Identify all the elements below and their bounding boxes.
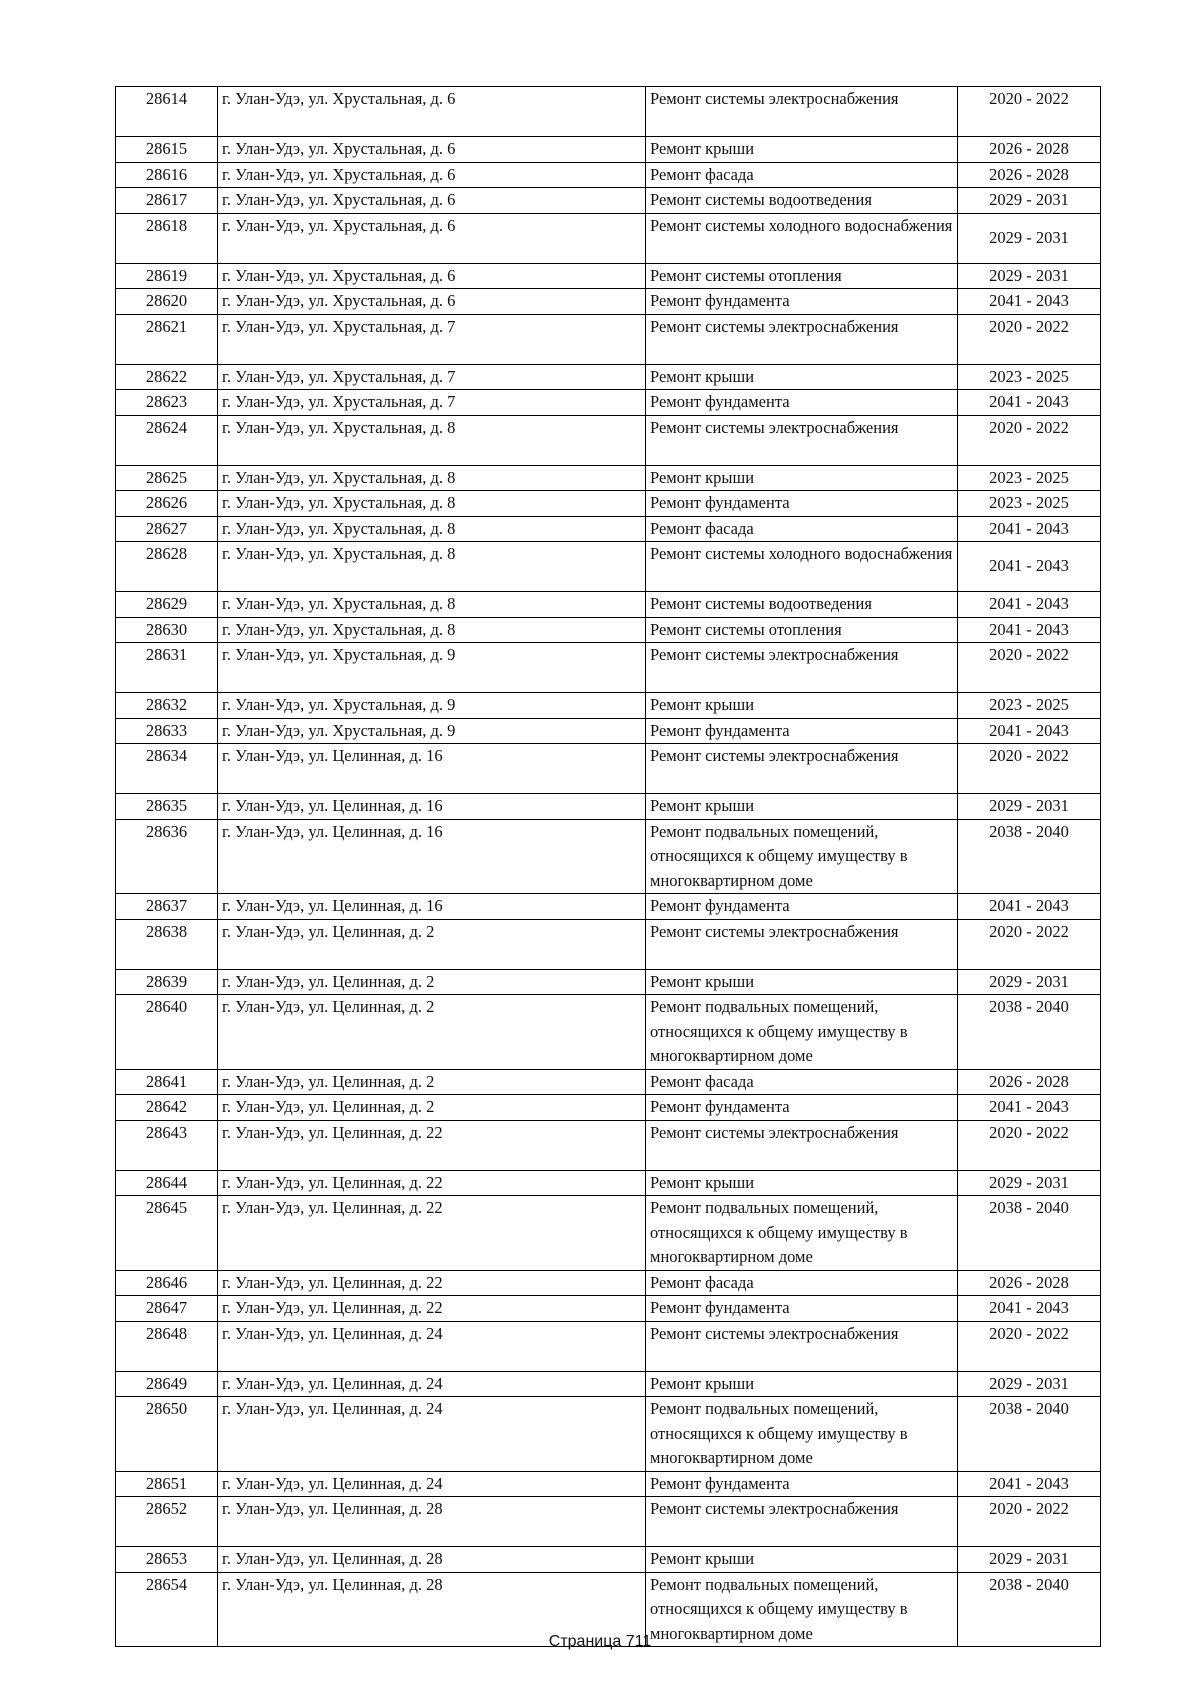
table-row — [116, 390, 1101, 416]
table-row — [116, 1196, 1101, 1271]
table-row — [116, 465, 1101, 491]
table-row — [116, 263, 1101, 289]
table-row — [116, 969, 1101, 995]
period-cell: 2041 - 2043 — [958, 289, 1101, 315]
row-number-cell: 28626 — [116, 491, 218, 517]
row-number-cell: 28615 — [116, 137, 218, 163]
period-cell: 2041 - 2043 — [958, 718, 1101, 744]
work-type-cell: Ремонт системы электроснабжения — [646, 1120, 958, 1170]
work-type-cell: Ремонт системы холодного водоснабжения — [646, 213, 958, 263]
table-row — [116, 718, 1101, 744]
address-cell: г. Улан-Удэ, ул. Целинная, д. 16 — [218, 894, 646, 920]
row-number-cell: 28616 — [116, 162, 218, 188]
period-cell: 2041 - 2043 — [958, 894, 1101, 920]
work-type-cell: Ремонт крыши — [646, 137, 958, 163]
page-number-label: Страница 711 — [548, 1633, 652, 1650]
period-cell: 2020 - 2022 — [958, 415, 1101, 465]
table-row — [116, 1397, 1101, 1472]
address-cell: г. Улан-Удэ, ул. Целинная, д. 24 — [218, 1397, 646, 1472]
work-type-cell: Ремонт системы электроснабжения — [646, 1321, 958, 1371]
table-row — [116, 1321, 1101, 1371]
address-cell: г. Улан-Удэ, ул. Хрустальная, д. 6 — [218, 162, 646, 188]
work-type-cell: Ремонт подвальных помещений, относящихся к общему имуществу в многоквартирном доме — [646, 819, 958, 894]
address-cell: г. Улан-Удэ, ул. Целинная, д. 2 — [218, 919, 646, 969]
address-cell: г. Улан-Удэ, ул. Хрустальная, д. 8 — [218, 491, 646, 517]
row-number-cell: 28618 — [116, 213, 218, 263]
address-cell: г. Улан-Удэ, ул. Целинная, д. 2 — [218, 1069, 646, 1095]
address-cell: г. Улан-Удэ, ул. Целинная, д. 28 — [218, 1547, 646, 1573]
address-cell: г. Улан-Удэ, ул. Хрустальная, д. 7 — [218, 314, 646, 364]
period-cell: 2041 - 2043 — [958, 542, 1101, 592]
row-number-cell: 28637 — [116, 894, 218, 920]
address-cell: г. Улан-Удэ, ул. Целинная, д. 22 — [218, 1270, 646, 1296]
table-row — [116, 744, 1101, 794]
address-cell: г. Улан-Удэ, ул. Хрустальная, д. 8 — [218, 415, 646, 465]
period-cell: 2041 - 2043 — [958, 592, 1101, 618]
work-type-cell: Ремонт системы электроснабжения — [646, 643, 958, 693]
address-cell: г. Улан-Удэ, ул. Хрустальная, д. 9 — [218, 693, 646, 719]
table-row — [116, 415, 1101, 465]
period-cell: 2041 - 2043 — [958, 1296, 1101, 1322]
row-number-cell: 28628 — [116, 542, 218, 592]
table-row — [116, 693, 1101, 719]
work-type-cell: Ремонт системы электроснабжения — [646, 314, 958, 364]
row-number-cell: 28633 — [116, 718, 218, 744]
address-cell: г. Улан-Удэ, ул. Целинная, д. 22 — [218, 1120, 646, 1170]
row-number-cell: 28631 — [116, 643, 218, 693]
row-number-cell: 28636 — [116, 819, 218, 894]
period-cell: 2026 - 2028 — [958, 137, 1101, 163]
work-type-cell: Ремонт крыши — [646, 969, 958, 995]
work-type-cell: Ремонт подвальных помещений, относящихся к общему имуществу в многоквартирном доме — [646, 995, 958, 1070]
table-row — [116, 819, 1101, 894]
period-cell: 2038 - 2040 — [958, 1397, 1101, 1472]
work-type-cell: Ремонт фундамента — [646, 491, 958, 517]
table-row — [116, 894, 1101, 920]
work-type-cell: Ремонт крыши — [646, 693, 958, 719]
address-cell: г. Улан-Удэ, ул. Целинная, д. 22 — [218, 1196, 646, 1271]
period-cell: 2020 - 2022 — [958, 919, 1101, 969]
row-number-cell: 28652 — [116, 1497, 218, 1547]
row-number-cell: 28625 — [116, 465, 218, 491]
period-cell: 2026 - 2028 — [958, 1069, 1101, 1095]
row-number-cell: 28634 — [116, 744, 218, 794]
period-cell: 2029 - 2031 — [958, 263, 1101, 289]
row-number-cell: 28623 — [116, 390, 218, 416]
table-row — [116, 137, 1101, 163]
table-row — [116, 289, 1101, 315]
row-number-cell: 28649 — [116, 1371, 218, 1397]
table-row — [116, 87, 1101, 137]
address-cell: г. Улан-Удэ, ул. Хрустальная, д. 6 — [218, 263, 646, 289]
address-cell: г. Улан-Удэ, ул. Хрустальная, д. 6 — [218, 137, 646, 163]
period-cell: 2041 - 2043 — [958, 516, 1101, 542]
address-cell: г. Улан-Удэ, ул. Целинная, д. 24 — [218, 1471, 646, 1497]
period-cell: 2020 - 2022 — [958, 1120, 1101, 1170]
period-cell: 2029 - 2031 — [958, 213, 1101, 263]
row-number-cell: 28647 — [116, 1296, 218, 1322]
work-type-cell: Ремонт фундамента — [646, 718, 958, 744]
work-type-cell: Ремонт фундамента — [646, 894, 958, 920]
work-type-cell: Ремонт фундамента — [646, 1471, 958, 1497]
period-cell: 2020 - 2022 — [958, 643, 1101, 693]
row-number-cell: 28646 — [116, 1270, 218, 1296]
address-cell: г. Улан-Удэ, ул. Хрустальная, д. 6 — [218, 289, 646, 315]
address-cell: г. Улан-Удэ, ул. Целинная, д. 2 — [218, 1095, 646, 1121]
row-number-cell: 28629 — [116, 592, 218, 618]
address-cell: г. Улан-Удэ, ул. Хрустальная, д. 7 — [218, 364, 646, 390]
work-type-cell: Ремонт фундамента — [646, 289, 958, 315]
work-type-cell: Ремонт системы отопления — [646, 617, 958, 643]
address-cell: г. Улан-Удэ, ул. Хрустальная, д. 8 — [218, 465, 646, 491]
table-row — [116, 592, 1101, 618]
work-type-cell: Ремонт системы электроснабжения — [646, 87, 958, 137]
table-row — [116, 919, 1101, 969]
table-row — [116, 188, 1101, 214]
row-number-cell: 28639 — [116, 969, 218, 995]
table-row — [116, 542, 1101, 592]
period-cell: 2029 - 2031 — [958, 969, 1101, 995]
work-type-cell: Ремонт фасада — [646, 1069, 958, 1095]
period-cell: 2038 - 2040 — [958, 819, 1101, 894]
period-cell: 2041 - 2043 — [958, 1471, 1101, 1497]
table-row — [116, 516, 1101, 542]
period-cell: 2020 - 2022 — [958, 314, 1101, 364]
period-cell: 2038 - 2040 — [958, 1196, 1101, 1271]
row-number-cell: 28650 — [116, 1397, 218, 1472]
table-row — [116, 1120, 1101, 1170]
work-type-cell: Ремонт фундамента — [646, 1095, 958, 1121]
table-row — [116, 491, 1101, 517]
work-type-cell: Ремонт системы отопления — [646, 263, 958, 289]
period-cell: 2029 - 2031 — [958, 1371, 1101, 1397]
row-number-cell: 28635 — [116, 794, 218, 820]
address-cell: г. Улан-Удэ, ул. Хрустальная, д. 8 — [218, 592, 646, 618]
address-cell: г. Улан-Удэ, ул. Целинная, д. 22 — [218, 1170, 646, 1196]
row-number-cell: 28640 — [116, 995, 218, 1070]
address-cell: г. Улан-Удэ, ул. Хрустальная, д. 6 — [218, 213, 646, 263]
row-number-cell: 28620 — [116, 289, 218, 315]
row-number-cell: 28653 — [116, 1547, 218, 1573]
work-type-cell: Ремонт подвальных помещений, относящихся к общему имуществу в многоквартирном доме — [646, 1196, 958, 1271]
work-type-cell: Ремонт системы электроснабжения — [646, 415, 958, 465]
work-type-cell: Ремонт крыши — [646, 1170, 958, 1196]
work-type-cell: Ремонт крыши — [646, 1371, 958, 1397]
address-cell: г. Улан-Удэ, ул. Целинная, д. 16 — [218, 794, 646, 820]
row-number-cell: 28644 — [116, 1170, 218, 1196]
period-cell: 2038 - 2040 — [958, 995, 1101, 1070]
row-number-cell: 28624 — [116, 415, 218, 465]
table-row — [116, 995, 1101, 1070]
period-cell: 2023 - 2025 — [958, 491, 1101, 517]
table-row — [116, 617, 1101, 643]
period-cell: 2026 - 2028 — [958, 162, 1101, 188]
period-cell: 2029 - 2031 — [958, 1547, 1101, 1573]
work-type-cell: Ремонт системы холодного водоснабжения — [646, 542, 958, 592]
period-cell: 2041 - 2043 — [958, 390, 1101, 416]
row-number-cell: 28654 — [116, 1572, 218, 1647]
row-number-cell: 28614 — [116, 87, 218, 137]
table-row — [116, 1296, 1101, 1322]
work-type-cell: Ремонт системы электроснабжения — [646, 1497, 958, 1547]
row-number-cell: 28630 — [116, 617, 218, 643]
work-type-cell: Ремонт системы водоотведения — [646, 188, 958, 214]
period-cell: 2023 - 2025 — [958, 693, 1101, 719]
table-row — [116, 1170, 1101, 1196]
work-type-cell: Ремонт фундамента — [646, 1296, 958, 1322]
period-cell: 2023 - 2025 — [958, 465, 1101, 491]
repair-schedule-table — [115, 86, 1101, 1647]
work-type-cell: Ремонт фасада — [646, 1270, 958, 1296]
address-cell: г. Улан-Удэ, ул. Целинная, д. 2 — [218, 969, 646, 995]
address-cell: г. Улан-Удэ, ул. Хрустальная, д. 6 — [218, 87, 646, 137]
document-sheet — [115, 86, 1100, 1647]
work-type-cell: Ремонт крыши — [646, 794, 958, 820]
address-cell: г. Улан-Удэ, ул. Целинная, д. 24 — [218, 1321, 646, 1371]
table-row — [116, 794, 1101, 820]
work-type-cell: Ремонт фасада — [646, 162, 958, 188]
row-number-cell: 28641 — [116, 1069, 218, 1095]
address-cell: г. Улан-Удэ, ул. Хрустальная, д. 6 — [218, 188, 646, 214]
row-number-cell: 28632 — [116, 693, 218, 719]
address-cell: г. Улан-Удэ, ул. Хрустальная, д. 7 — [218, 390, 646, 416]
work-type-cell: Ремонт фасада — [646, 516, 958, 542]
address-cell: г. Улан-Удэ, ул. Хрустальная, д. 8 — [218, 542, 646, 592]
row-number-cell: 28621 — [116, 314, 218, 364]
table-row — [116, 1270, 1101, 1296]
table-row — [116, 1371, 1101, 1397]
period-cell: 2020 - 2022 — [958, 87, 1101, 137]
address-cell: г. Улан-Удэ, ул. Хрустальная, д. 9 — [218, 718, 646, 744]
table-row — [116, 314, 1101, 364]
table-row — [116, 1547, 1101, 1573]
work-type-cell: Ремонт фундамента — [646, 390, 958, 416]
address-cell: г. Улан-Удэ, ул. Хрустальная, д. 9 — [218, 643, 646, 693]
row-number-cell: 28643 — [116, 1120, 218, 1170]
address-cell: г. Улан-Удэ, ул. Целинная, д. 2 — [218, 995, 646, 1070]
row-number-cell: 28619 — [116, 263, 218, 289]
work-type-cell: Ремонт подвальных помещений, относящихся к общему имуществу в многоквартирном доме — [646, 1397, 958, 1472]
period-cell: 2029 - 2031 — [958, 188, 1101, 214]
work-type-cell: Ремонт крыши — [646, 1547, 958, 1573]
table-body — [116, 87, 1101, 1647]
address-cell: г. Улан-Удэ, ул. Целинная, д. 28 — [218, 1572, 646, 1647]
period-cell: 2020 - 2022 — [958, 1321, 1101, 1371]
row-number-cell: 28617 — [116, 188, 218, 214]
address-cell: г. Улан-Удэ, ул. Целинная, д. 22 — [218, 1296, 646, 1322]
work-type-cell: Ремонт системы электроснабжения — [646, 744, 958, 794]
period-cell: 2029 - 2031 — [958, 794, 1101, 820]
address-cell: г. Улан-Удэ, ул. Целинная, д. 28 — [218, 1497, 646, 1547]
work-type-cell: Ремонт подвальных помещений, относящихся к общему имуществу в многоквартирном доме — [646, 1572, 958, 1647]
address-cell: г. Улан-Удэ, ул. Хрустальная, д. 8 — [218, 516, 646, 542]
period-cell: 2038 - 2040 — [958, 1572, 1101, 1647]
period-cell: 2029 - 2031 — [958, 1170, 1101, 1196]
address-cell: г. Улан-Удэ, ул. Целинная, д. 16 — [218, 819, 646, 894]
period-cell: 2041 - 2043 — [958, 1095, 1101, 1121]
row-number-cell: 28638 — [116, 919, 218, 969]
row-number-cell: 28645 — [116, 1196, 218, 1271]
table-row — [116, 1471, 1101, 1497]
work-type-cell: Ремонт крыши — [646, 364, 958, 390]
address-cell: г. Улан-Удэ, ул. Целинная, д. 24 — [218, 1371, 646, 1397]
table-row — [116, 1095, 1101, 1121]
address-cell: г. Улан-Удэ, ул. Целинная, д. 16 — [218, 744, 646, 794]
period-cell: 2020 - 2022 — [958, 744, 1101, 794]
work-type-cell: Ремонт системы водоотведения — [646, 592, 958, 618]
work-type-cell: Ремонт крыши — [646, 465, 958, 491]
table-row — [116, 643, 1101, 693]
table-row — [116, 213, 1101, 263]
row-number-cell: 28622 — [116, 364, 218, 390]
table-row — [116, 364, 1101, 390]
page-footer — [0, 1633, 1200, 1651]
table-row — [116, 1497, 1101, 1547]
table-row — [116, 1069, 1101, 1095]
row-number-cell: 28642 — [116, 1095, 218, 1121]
row-number-cell: 28627 — [116, 516, 218, 542]
period-cell: 2041 - 2043 — [958, 617, 1101, 643]
period-cell: 2020 - 2022 — [958, 1497, 1101, 1547]
period-cell: 2026 - 2028 — [958, 1270, 1101, 1296]
work-type-cell: Ремонт системы электроснабжения — [646, 919, 958, 969]
row-number-cell: 28651 — [116, 1471, 218, 1497]
row-number-cell: 28648 — [116, 1321, 218, 1371]
address-cell: г. Улан-Удэ, ул. Хрустальная, д. 8 — [218, 617, 646, 643]
period-cell: 2023 - 2025 — [958, 364, 1101, 390]
table-row — [116, 162, 1101, 188]
